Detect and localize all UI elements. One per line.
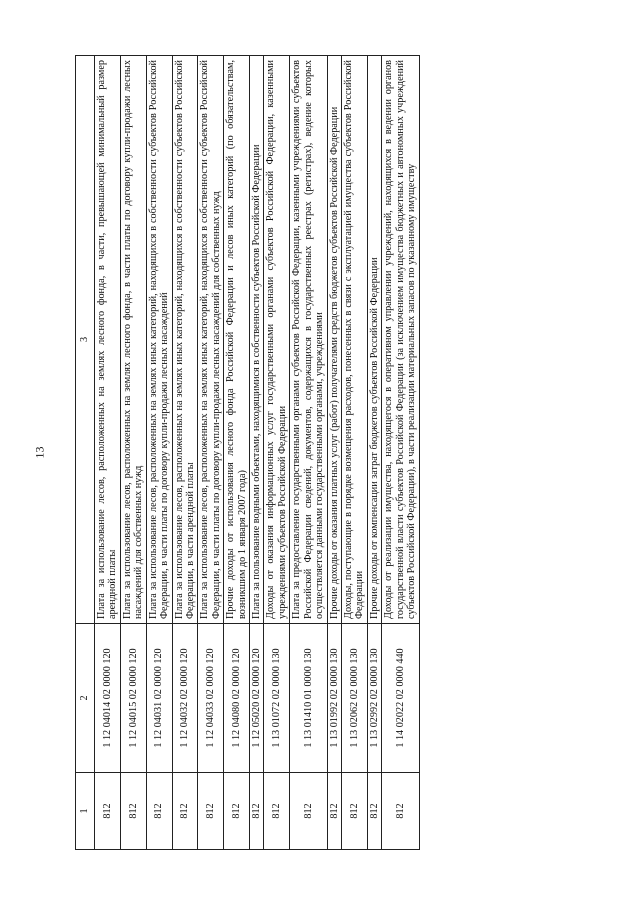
table-row bbox=[264, 56, 290, 850]
table-row bbox=[198, 56, 224, 850]
admin-code-cell: 812 bbox=[250, 773, 264, 850]
budget-code-cell: 1 12 04014 02 0000 120 bbox=[95, 624, 121, 773]
table-row bbox=[172, 56, 198, 850]
table-row bbox=[290, 56, 327, 850]
admin-code-cell: 812 bbox=[95, 773, 121, 850]
rotated-table-container bbox=[75, 55, 565, 850]
revenue-codes-table bbox=[75, 55, 420, 850]
description-cell: Плата за использование лесов, расположенных на землях иных категорий, находящихся в собственности субъектов Российской Федерации, в части платы по договору купли-продажи лесных насаждений bbox=[146, 56, 172, 624]
admin-code-cell: 812 bbox=[198, 773, 224, 850]
table-row bbox=[95, 56, 121, 850]
description-cell: Плата за использование лесов, расположенных на землях иных категорий, находящихся в собственности субъектов Российской Федерации, в части платы по договору купли-продажи лесных насаждений для собственных нужд bbox=[198, 56, 224, 624]
budget-code-cell: 1 12 04031 02 0000 120 bbox=[146, 624, 172, 773]
admin-code-cell: 812 bbox=[224, 773, 250, 850]
budget-code-cell: 1 13 01072 02 0000 130 bbox=[264, 624, 290, 773]
column-header-2: 2 bbox=[76, 624, 95, 773]
budget-code-cell: 1 12 04080 02 0000 120 bbox=[224, 624, 250, 773]
description-cell: Доходы, поступающие в порядке возмещения расходов, понесенных в связи с эксплуатацией имущества субъектов Российской Федерации bbox=[342, 56, 368, 624]
table-body bbox=[95, 56, 420, 850]
budget-code-cell: 1 13 01992 02 0000 130 bbox=[327, 624, 341, 773]
admin-code-cell: 812 bbox=[290, 773, 327, 850]
description-cell: Прочие доходы от оказания платных услуг (работ) получателями средств бюджетов субъектов Российской Федерации bbox=[327, 56, 341, 624]
budget-code-cell: 1 13 01410 01 0000 130 bbox=[290, 624, 327, 773]
admin-code-cell: 812 bbox=[264, 773, 290, 850]
budget-code-cell: 1 12 05020 02 0000 120 bbox=[250, 624, 264, 773]
admin-code-cell: 812 bbox=[327, 773, 341, 850]
description-cell: Плата за использование лесов, расположенных на землях иных категорий, находящихся в собственности субъектов Российской Федерации, в части арендной платы bbox=[172, 56, 198, 624]
table-row bbox=[342, 56, 368, 850]
description-cell: Доходы от оказания информационных услуг государственными органами субъектов Российской Федерации, казенными учреждениями субъектов Российской Федерации bbox=[264, 56, 290, 624]
table-row bbox=[367, 56, 381, 850]
description-cell: Плата за использование лесов, расположенных на землях лесного фонда, в части платы по договору купли-продажи лесных насаждений для собственных нужд bbox=[120, 56, 146, 624]
description-cell: Плата за пользование водными объектами, находящимися в собственности субъектов Российской Федерации bbox=[250, 56, 264, 624]
budget-code-cell: 1 13 02062 02 0000 130 bbox=[342, 624, 368, 773]
budget-code-cell: 1 12 04033 02 0000 120 bbox=[198, 624, 224, 773]
admin-code-cell: 812 bbox=[367, 773, 381, 850]
admin-code-cell: 812 bbox=[172, 773, 198, 850]
description-cell: Прочие доходы от компенсации затрат бюджетов субъектов Российской Федерации bbox=[367, 56, 381, 624]
admin-code-cell: 812 bbox=[382, 773, 419, 850]
table-row bbox=[382, 56, 419, 850]
column-header-1: 1 bbox=[76, 773, 95, 850]
budget-code-cell: 1 12 04032 02 0000 120 bbox=[172, 624, 198, 773]
budget-code-cell: 1 14 02022 02 0000 440 bbox=[382, 624, 419, 773]
page-number: 13 bbox=[32, 446, 47, 459]
description-cell: Плата за использование лесов, расположенных на землях лесного фонда, в части, превышающей минимальный размер арендной платы bbox=[95, 56, 121, 624]
admin-code-cell: 812 bbox=[146, 773, 172, 850]
table-header-row bbox=[76, 56, 95, 850]
budget-code-cell: 1 12 04015 02 0000 120 bbox=[120, 624, 146, 773]
budget-code-cell: 1 13 02992 02 0000 130 bbox=[367, 624, 381, 773]
table-row bbox=[146, 56, 172, 850]
description-cell: Доходы от реализации имущества, находящегося в оперативном управлении учреждений, находящихся в ведении органов государственной власти субъектов Российской Федерации (за исключением имущества бюджетных и автономных учреждений субъектов Российской Федерации), в части реализации материальных запасов по указанному имуществу bbox=[382, 56, 419, 624]
admin-code-cell: 812 bbox=[120, 773, 146, 850]
table-row bbox=[327, 56, 341, 850]
column-header-3: 3 bbox=[76, 56, 95, 624]
table-row bbox=[120, 56, 146, 850]
table-row bbox=[250, 56, 264, 850]
table-row bbox=[224, 56, 250, 850]
description-cell: Прочие доходы от использования лесного фонда Российской Федерации и лесов иных категорий (по обязательствам, возникшим до 1 января 2007 года) bbox=[224, 56, 250, 624]
description-cell: Плата за предоставление государственными органами субъектов Российской Федерации, казенными учреждениями субъектов Российской Федерации сведений, документов, содержащихся в государственных реестрах (регистрах), ведение которых осуществляется данными государственными органами, учреждениями bbox=[290, 56, 327, 624]
admin-code-cell: 812 bbox=[342, 773, 368, 850]
